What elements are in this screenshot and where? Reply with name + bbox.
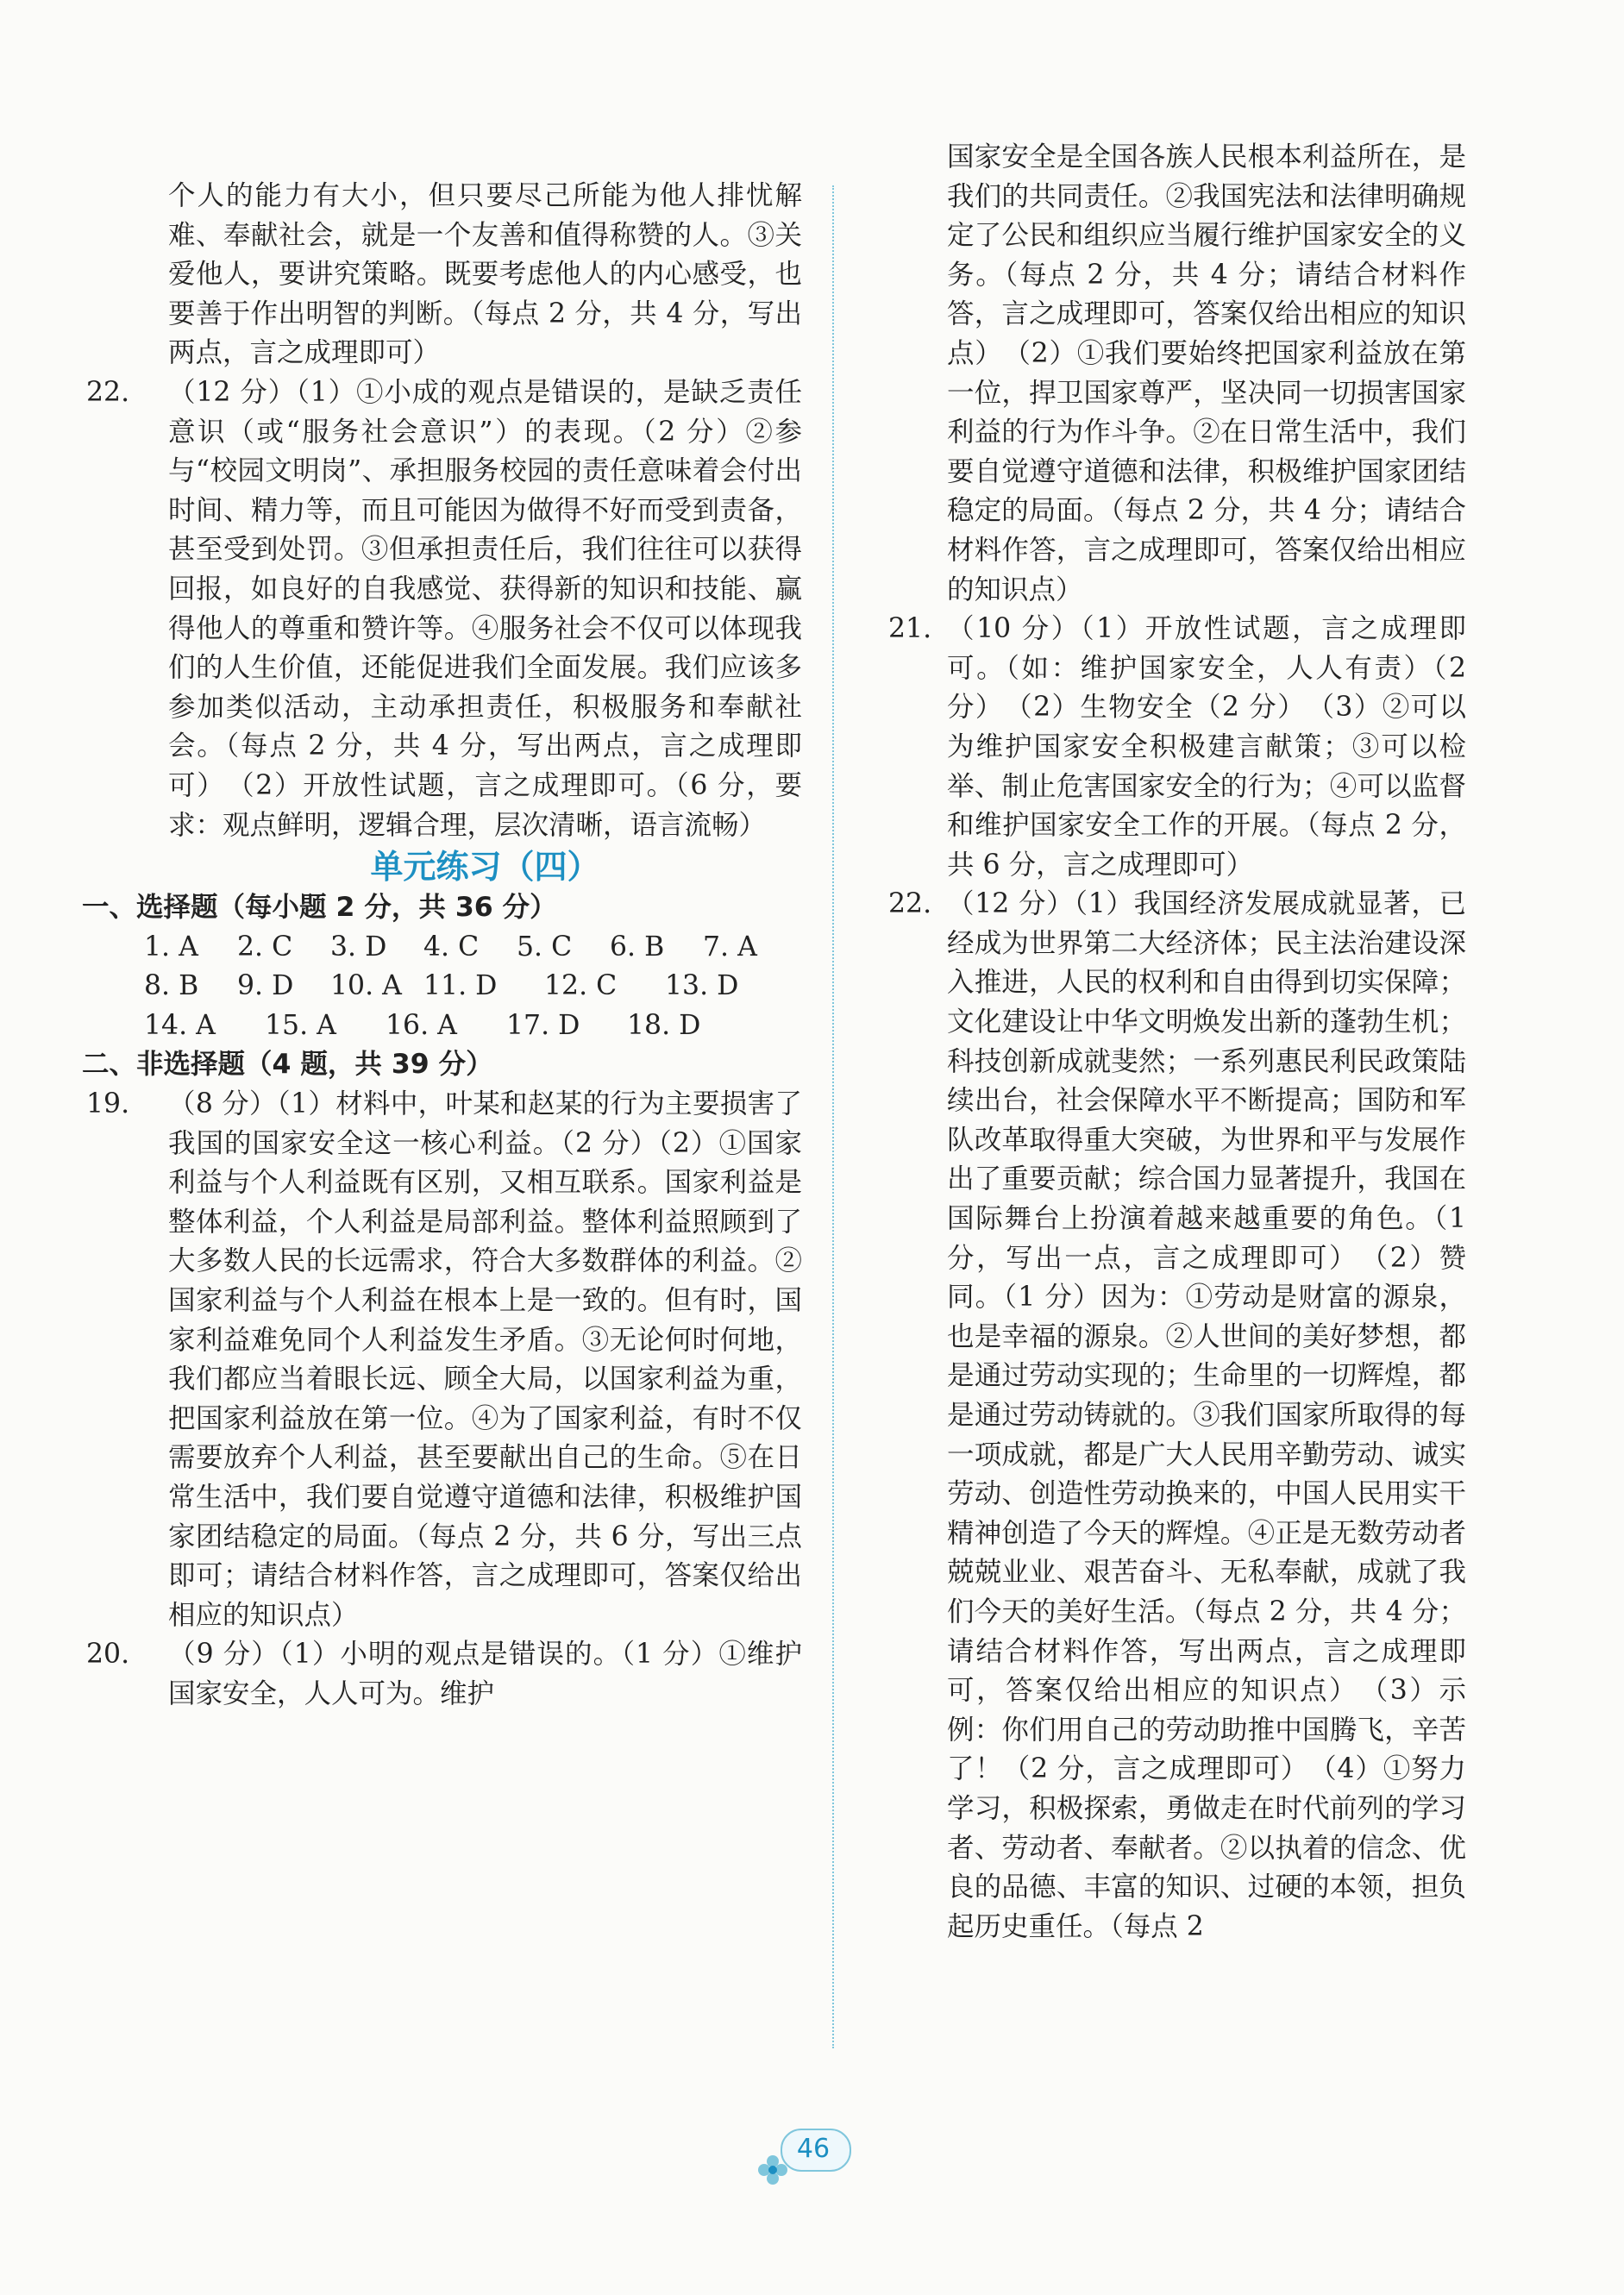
answer-item: 3. D [330, 931, 387, 963]
section-heading-choice: 一、选择题（每小题 2 分，共 36 分） [82, 892, 557, 924]
left-intro-paragraph: 个人的能力有大小，但只要尽己所能为他人排忧解难、奉献社会，就是一个友善和值得称赞的人。③关爱他人，要讲究策略。既要考虑他人的内心感受，也要善于作出明智的判断。（每点 2 分，共 4 分，写出两点，言之成理即可） [168, 180, 802, 369]
question-text: （9 分）（1）小明的观点是错误的。（1 分）①维护国家安全，人人可为。维护 [168, 1639, 802, 1709]
answer-item: 17. D [506, 1009, 580, 1041]
right-question-22 [888, 885, 1466, 1947]
answer-item: 10. A [330, 970, 402, 1002]
question-number: 20. [86, 1639, 130, 1671]
right-intro-paragraph: 国家安全是全国各族人民根本利益所在，是我们的共同责任。②我国宪法和法律明确规定了公民和组织应当履行维护国家安全的义务。（每点 2 分，共 4 分；请结合材料作答，言之成理即可，答案仅给出相应的知识点） （2）①我们要始终把国家利益放在第一位，捍卫国家尊严，坚决同一切损害国家利益的行为作斗争。②在日常生活中，我们要自觉遵守道德和法律，积极维护国家团结稳定的局面。（每点 2 分，共 4 分；请结合材料作答，言之成理即可，答案仅给出相应的知识点） [947, 141, 1466, 605]
answer-row-1 [144, 928, 802, 968]
section-heading-nonchoice: 二、非选择题（4 题，共 39 分） [82, 1049, 493, 1081]
question-text: （12 分）（1）我国经济发展成就显著，已经成为世界第二大经济体；民主法治建设深入推进，人民的权利和自由得到切实保障；文化建设让中华文明焕发出新的蓬勃生机；科技创新成就斐然；一系列惠民利民政策陆续出台，社会保障水平不断提高；国防和军队改革取得重大突破，为世界和平与发展作出了重要贡献；综合国力显著提升，我国在国际舞台上扮演着越来越重要的角色。（1 分，写出一点，言之成理即可） （2）赞同。（1 分）因为：①劳动是财富的源泉，也是幸福的源泉。②人世间的美好梦想，都是通过劳动实现的；生命里的一切辉煌，都是通过劳动铸就的。③我们国家所取得的每一项成就，都是广大人民用辛勤劳动、诚实劳动、创造性劳动换来的，中国人民用实干精神创造了今天的辉煌。④正是无数劳动者兢兢业业、艰苦奋斗、无私奉献，成就了我们今天的美好生活。（每点 2 分，共 4 分；请结合材料作答，写出两点，言之成理即可，答案仅给出相应的知识点） （3）示例：你们用自己的劳动助推中国腾飞，辛苦了！（2 分，言之成理即可） （4）①努力学习，积极探索，勇做走在时代前列的学习者、劳动者、奉献者。②以执着的信念、优良的品德、丰富的知识、过硬的本领，担负起历史重任。（每点 2 [947, 888, 1466, 1942]
answer-item: 6. B [610, 931, 665, 963]
answer-item: 11. D [423, 970, 498, 1002]
right-intro-block [888, 138, 1466, 610]
right-question-21 [888, 610, 1466, 885]
left-column [82, 177, 802, 1715]
answer-item: 13. D [665, 970, 739, 1002]
answer-item: 16. A [386, 1009, 457, 1041]
choice-answers [82, 928, 802, 1046]
answer-item: 4. C [423, 931, 480, 963]
question-number: 21. [888, 613, 932, 645]
answer-item: 9. D [237, 970, 294, 1002]
answer-item: 2. C [237, 931, 293, 963]
answer-item: 12. C [544, 970, 618, 1002]
left-question-22 [86, 373, 802, 845]
question-number: 22. [86, 376, 130, 408]
question-text: （12 分）（1）①小成的观点是错误的，是缺乏责任意识（或“服务社会意识”）的表现。（2 分）②参与“校园文明岗”、承担服务校园的责任意味着会付出时间、精力等，而且可能因为做得不好而受到责备，甚至受到处罚。③但承担责任后，我们往往可以获得回报，如良好的自我感觉、获得新的知识和技能、赢得他人的尊重和赞许等。④服务社会不仅可以体现我们的人生价值，还能促进我们全面发展。我们应该多参加类似活动，主动承担责任，积极服务和奉献社会。（每点 2 分，共 4 分，写出两点，言之成理即可） （2）开放性试题，言之成理即可。（6 分，要求：观点鲜明，逻辑合理，层次清晰，语言流畅） [168, 376, 802, 841]
question-number: 22. [888, 888, 932, 920]
question-text: （8 分）（1）材料中，叶某和赵某的行为主要损害了我国的国家安全这一核心利益。（2 分）（2）①国家利益与个人利益既有区别，又相互联系。国家利益是整体利益，个人利益是局部利益。整体利益照顾到了大多数人民的长远需求，符合大多数群体的利益。②国家利益与个人利益在根本上是一致的。但有时，国家利益难免同个人利益发生矛盾。③无论何时何地，我们都应当着眼长远、顾全大局，以国家利益为重，把国家利益放在第一位。④为了国家利益，有时不仅需要放弃个人利益，甚至要献出自己的生命。⑤在日常生活中，我们要自觉遵守道德和法律，积极维护国家团结稳定的局面。（每点 2 分，共 6 分，写出三点即可；请结合材料作答，言之成理即可，答案仅给出相应的知识点） [168, 1088, 802, 1631]
answer-item: 7. A [703, 931, 757, 963]
answer-item: 5. C [517, 931, 573, 963]
answer-item: 1. A [144, 931, 198, 963]
answer-row-2 [144, 967, 802, 1006]
right-column [888, 138, 1466, 1947]
question-number: 19. [86, 1088, 130, 1120]
answer-item: 8. B [144, 970, 199, 1002]
answer-row-3 [144, 1006, 802, 1046]
left-question-19 [86, 1085, 802, 1635]
answer-item: 18. D [627, 1009, 701, 1041]
answer-item: 14. A [144, 1009, 216, 1041]
column-divider [832, 185, 834, 2048]
page-number: 46 [796, 2134, 831, 2164]
unit-title: 单元练习（四） [370, 847, 600, 887]
question-text: （10 分）（1）开放性试题，言之成理即可。（如：维护国家安全，人人有责）（2 分） （2）生物安全（2 分） （3）②可以为维护国家安全积极建言献策；③可以检举、制止危害国家安全的行为；④可以监督和维护国家安全工作的开展。（每点 2 分，共 6 分，言之成理即可） [947, 613, 1466, 881]
answer-item: 15. A [265, 1009, 336, 1041]
left-question-20 [86, 1635, 802, 1714]
